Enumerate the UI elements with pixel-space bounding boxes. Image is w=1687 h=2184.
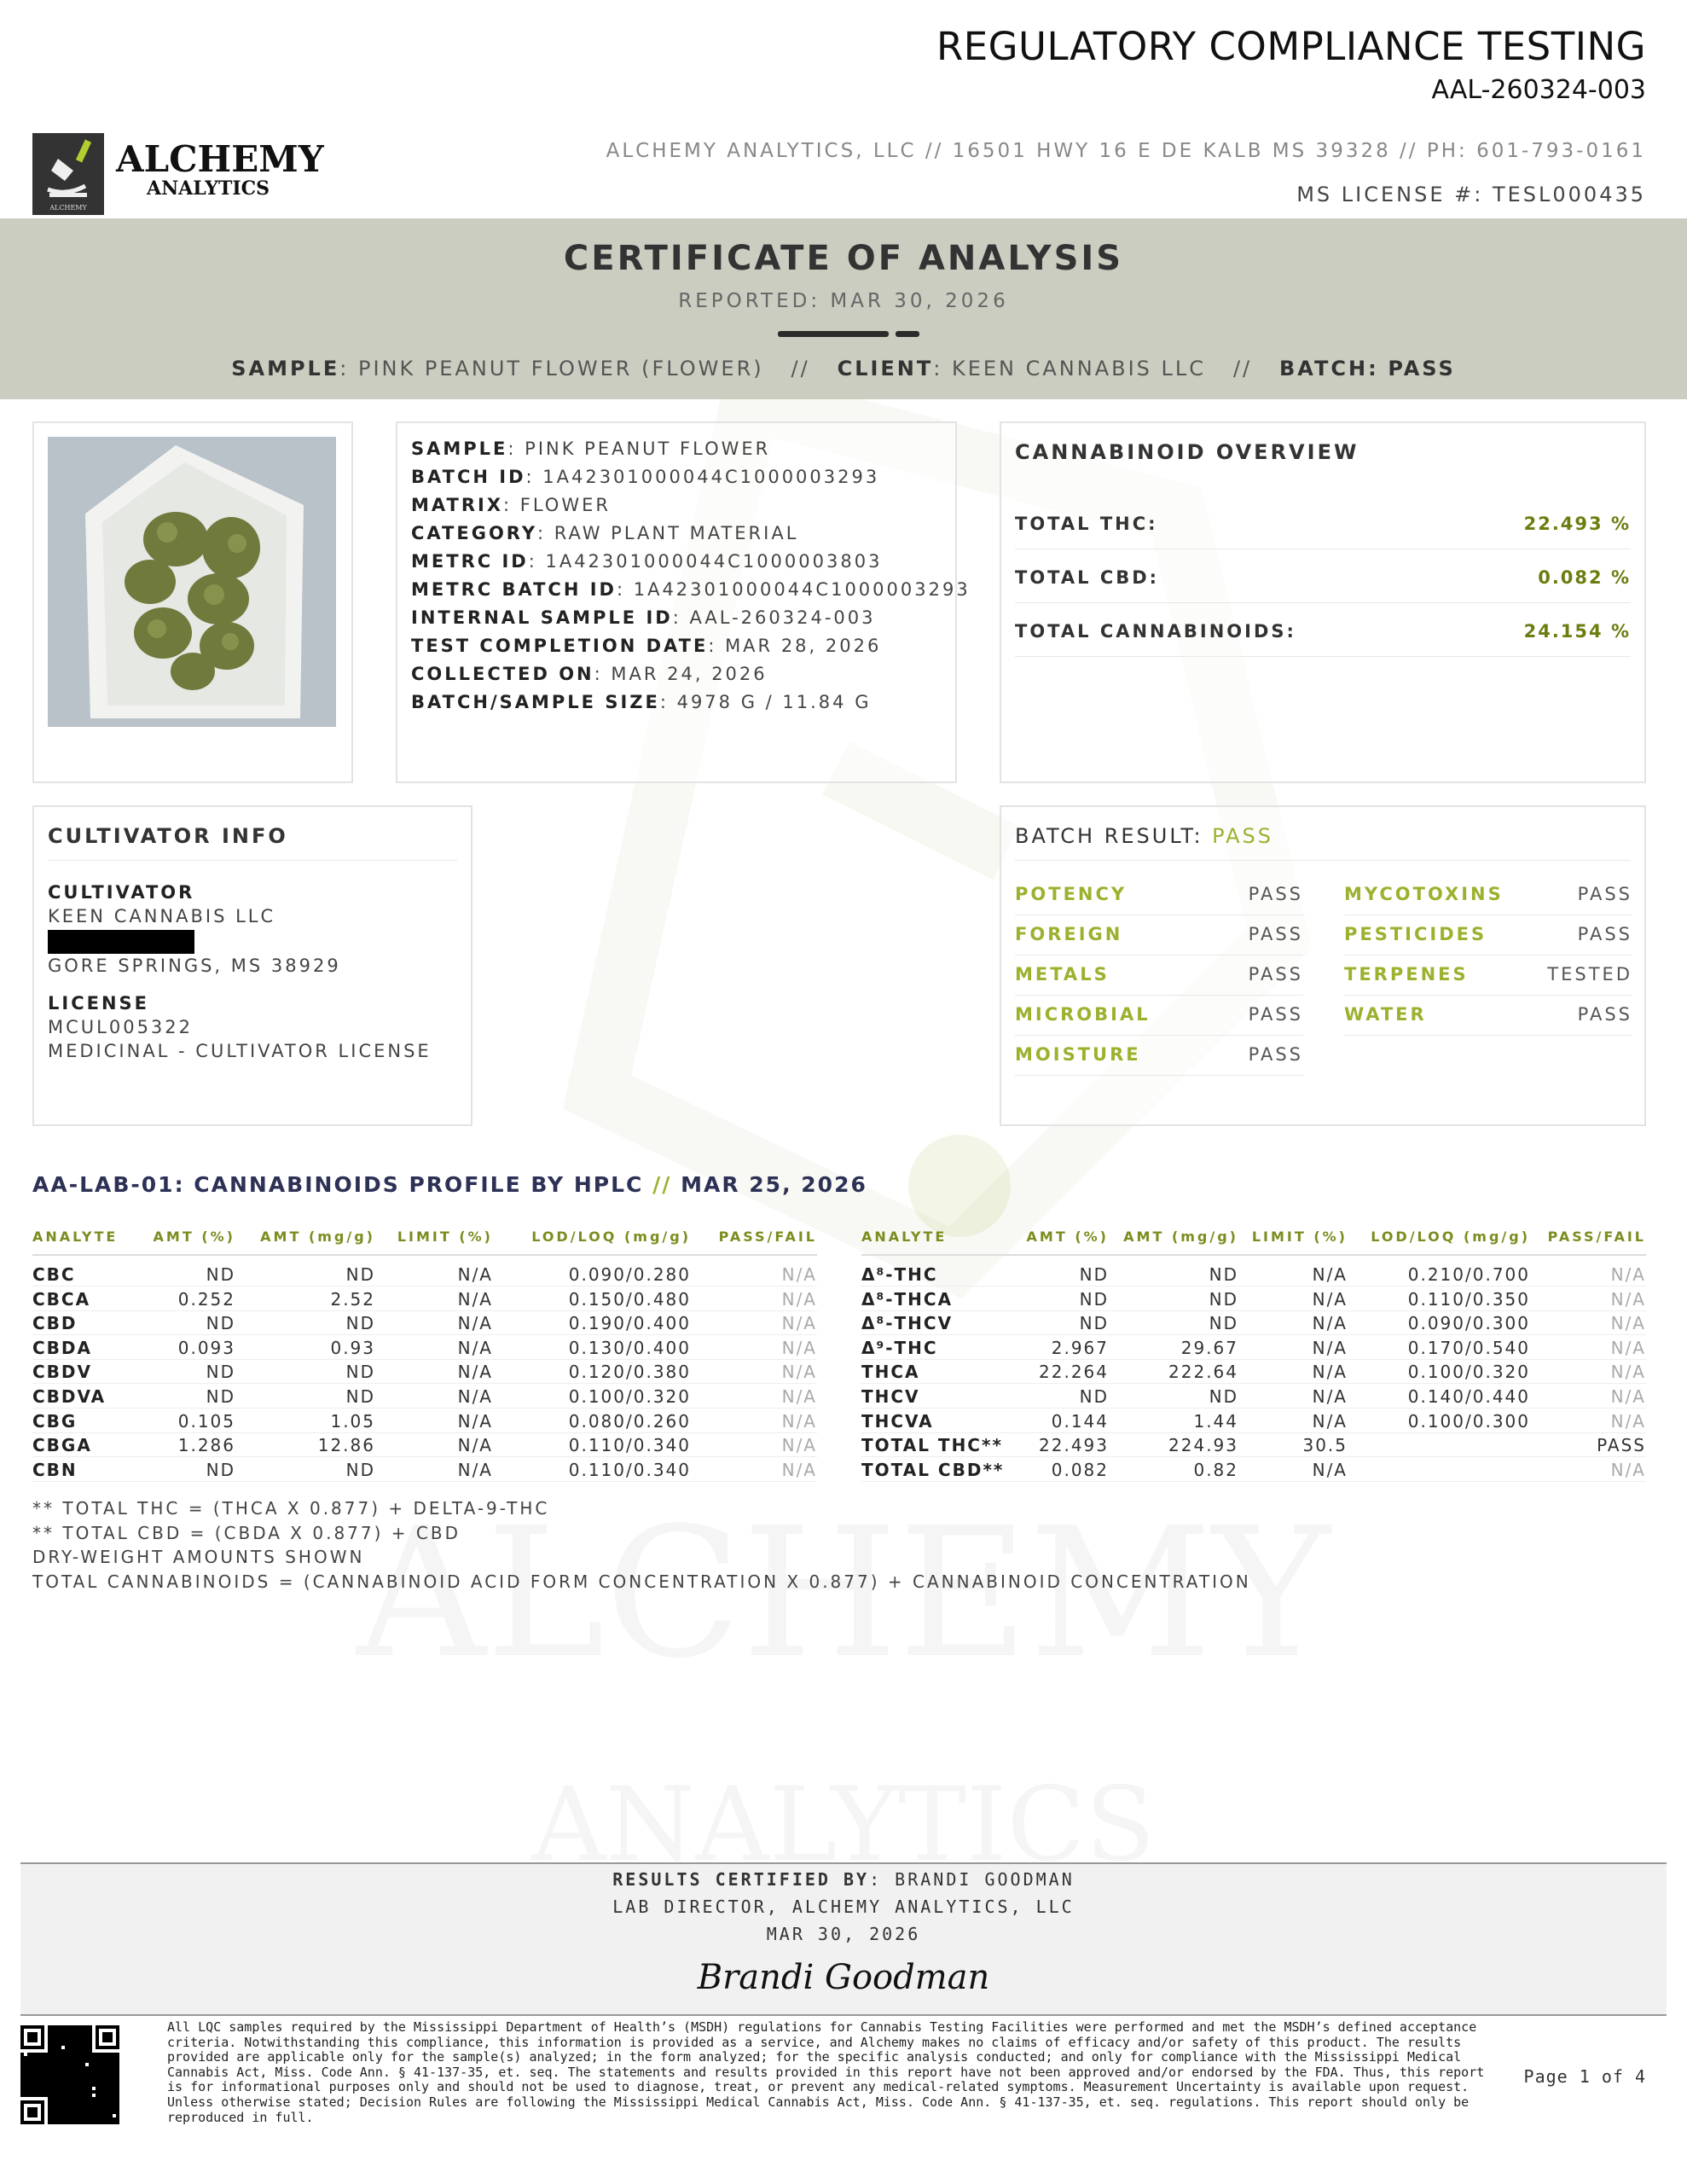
lod-loq: 0.090/0.280 [568, 1264, 691, 1285]
amount-mg-g: ND [1209, 1313, 1238, 1334]
test-name: MYCOTOXINS [1344, 884, 1504, 904]
sample-label: SAMPLE [231, 357, 340, 380]
pass-fail: N/A [1610, 1337, 1646, 1358]
sample-info-label: METRC ID [411, 551, 529, 572]
lod-loq: 0.080/0.260 [568, 1410, 691, 1432]
certification-block [20, 1862, 1667, 2014]
amount-mg-g: 12.86 [317, 1435, 375, 1456]
overview-value: 22.493 % [1523, 514, 1631, 534]
overview-label: TOTAL THC: [1015, 514, 1158, 534]
divider [861, 1254, 1646, 1256]
lod-loq: 0.150/0.480 [568, 1288, 691, 1310]
limit-percent: N/A [1312, 1410, 1348, 1432]
sample-info-value: : 1A42301000044C1000003803 [528, 551, 883, 572]
limit-percent: N/A [457, 1386, 493, 1407]
sample-info-value: : MAR 28, 2026 [708, 636, 882, 656]
amount-percent: 2.967 [1051, 1337, 1109, 1358]
sample-info-value: : AAL-260324-003 [672, 607, 876, 628]
table-header: AMT (%) [153, 1228, 235, 1245]
lod-loq: 0.100/0.320 [1407, 1362, 1530, 1383]
table-header: ANALYTE [32, 1228, 119, 1245]
overview-value: 24.154 % [1523, 621, 1631, 642]
license-label: LICENSE [48, 993, 149, 1014]
test-result: PASS [1577, 924, 1632, 944]
limit-percent: N/A [457, 1337, 493, 1358]
analyte-name: THCVA [861, 1410, 934, 1432]
limit-percent: N/A [457, 1435, 493, 1456]
footnote: ** TOTAL CBD = (CBDA X 0.877) + CBD [32, 1522, 461, 1543]
reported-date: REPORTED: MAR 30, 2026 [678, 290, 1009, 312]
footnote: TOTAL CANNABINOIDS = (CANNABINOID ACID FORM CONCENTRATION X 0.877) + CANNABINOID CONCENTRATION [32, 1571, 1251, 1592]
amount-percent: ND [206, 1362, 235, 1383]
table-row [32, 1458, 817, 1482]
sample-info-row [411, 692, 971, 720]
table-row [32, 1311, 817, 1335]
microscope-icon [32, 133, 104, 215]
footnote: DRY-WEIGHT AMOUNTS SHOWN [32, 1547, 365, 1567]
overview-label: TOTAL CANNABINOIDS: [1015, 621, 1296, 642]
potency-section-title [32, 1172, 867, 1197]
table-row [32, 1360, 817, 1384]
certified-by-label: RESULTS CERTIFIED BY [612, 1869, 870, 1890]
test-name: MICROBIAL [1015, 1004, 1151, 1025]
limit-percent: N/A [1312, 1313, 1348, 1334]
test-result: TESTED [1547, 964, 1632, 985]
sample-info-value: : PINK PEANUT FLOWER [507, 439, 771, 459]
amount-percent: ND [206, 1386, 235, 1407]
sample-info-label: TEST COMPLETION DATE [411, 636, 709, 656]
amount-percent: 22.264 [1039, 1362, 1109, 1383]
analyte-name: CBN [32, 1459, 78, 1480]
test-name: WATER [1344, 1004, 1427, 1025]
sample-info-label: INTERNAL SAMPLE ID [411, 607, 673, 628]
certificate-title: CERTIFICATE OF ANALYSIS [563, 239, 1124, 278]
lod-loq: 0.090/0.300 [1407, 1313, 1530, 1334]
sample-info-row [411, 664, 971, 692]
amount-mg-g: ND [345, 1313, 375, 1334]
amount-percent: 0.252 [177, 1288, 235, 1310]
lab-address: ALCHEMY ANALYTICS, LLC // 16501 HWY 16 E DE KALB MS 39328 // PH: 601-793-0161 [606, 140, 1646, 162]
analyte-name: CBDVA [32, 1386, 107, 1407]
pass-fail: N/A [781, 1264, 817, 1285]
sample-value: : PINK PEANUT FLOWER (FLOWER) [339, 357, 764, 380]
pass-fail: N/A [781, 1362, 817, 1383]
redacted-address [48, 930, 194, 954]
logo-badge [32, 133, 104, 215]
certified-by-name: : BRANDI GOODMAN [869, 1869, 1075, 1890]
test-name: PESTICIDES [1344, 924, 1487, 944]
analyte-name: TOTAL THC** [861, 1435, 1003, 1456]
sample-info-label: MATRIX [411, 495, 504, 515]
sample-info-row [411, 551, 971, 579]
analyte-name: CBC [32, 1264, 76, 1285]
lod-loq: 0.130/0.400 [568, 1337, 691, 1358]
sample-info-value: : FLOWER [503, 495, 611, 515]
lod-loq: 0.100/0.320 [568, 1386, 691, 1407]
client-label: CLIENT [837, 357, 934, 380]
separator: // [791, 357, 810, 380]
amount-percent: ND [206, 1313, 235, 1334]
amount-mg-g: 0.82 [1193, 1459, 1238, 1480]
batch-status: PASS [1388, 357, 1456, 380]
sample-info-label: CATEGORY [411, 523, 538, 543]
sample-photo-card [32, 421, 353, 783]
limit-percent: N/A [457, 1313, 493, 1334]
pass-fail: PASS [1597, 1435, 1646, 1456]
lod-loq: 0.210/0.700 [1407, 1264, 1530, 1285]
amount-mg-g: ND [345, 1264, 375, 1285]
analyte-name: THCV [861, 1386, 920, 1407]
divider-bar-short [896, 331, 919, 337]
sample-info-row [411, 523, 971, 551]
batch-test-result [1015, 996, 1303, 1036]
footnote: ** TOTAL THC = (THCA X 0.877) + DELTA-9-THC [32, 1498, 550, 1519]
pass-fail: N/A [781, 1313, 817, 1334]
certified-by [20, 1869, 1667, 1890]
sample-info-row [411, 579, 971, 607]
batch-test-result [1344, 996, 1632, 1036]
cultivator-name: KEEN CANNABIS LLC [48, 906, 276, 926]
batch-test-result [1015, 1036, 1303, 1076]
table-row [32, 1287, 817, 1311]
license-type: MEDICINAL - CULTIVATOR LICENSE [48, 1041, 432, 1061]
amount-mg-g: 222.64 [1168, 1362, 1238, 1383]
report-id: AAL-260324-003 [1431, 75, 1646, 105]
certifier-role: LAB DIRECTOR, ALCHEMY ANALYTICS, LLC [612, 1896, 1075, 1917]
test-result: PASS [1248, 1044, 1303, 1065]
amount-mg-g: 29.67 [1180, 1337, 1238, 1358]
table-row [32, 1336, 817, 1360]
sample-info-label: SAMPLE [411, 439, 508, 459]
amount-mg-g: 1.05 [330, 1410, 375, 1432]
pass-fail: N/A [781, 1288, 817, 1310]
amount-percent: ND [1079, 1313, 1109, 1334]
cultivator-title: CULTIVATOR INFO [48, 824, 288, 848]
amount-percent: 0.082 [1051, 1459, 1109, 1480]
limit-percent: N/A [1312, 1459, 1348, 1480]
sample-info-row [411, 495, 971, 523]
license-number: MCUL005322 [48, 1017, 194, 1037]
batch-test-result [1344, 956, 1632, 996]
table-header: LIMIT (%) [397, 1228, 493, 1245]
pass-fail: N/A [1610, 1288, 1646, 1310]
amount-mg-g: ND [1209, 1264, 1238, 1285]
sample-info-list [411, 439, 971, 720]
test-name: FOREIGN [1015, 924, 1123, 944]
divider [1015, 860, 1631, 861]
amount-mg-g: 0.93 [330, 1337, 375, 1358]
qr-code-icon[interactable] [20, 2025, 119, 2124]
lod-loq: 0.140/0.440 [1407, 1386, 1530, 1407]
divider-bar [778, 331, 889, 337]
sample-info-label: METRC BATCH ID [411, 579, 617, 600]
limit-percent: N/A [1312, 1362, 1348, 1383]
table-row [32, 1263, 817, 1287]
lod-loq: 0.100/0.300 [1407, 1410, 1530, 1432]
amount-percent: 0.105 [177, 1410, 235, 1432]
sample-info-card [396, 421, 971, 783]
sample-info-label: BATCH ID [411, 467, 526, 487]
overview-row [1015, 550, 1631, 603]
cannabinoid-overview-card [1000, 421, 1646, 783]
amount-percent: ND [206, 1459, 235, 1480]
pass-fail: N/A [781, 1386, 817, 1407]
limit-percent: N/A [1312, 1386, 1348, 1407]
amount-percent: 0.144 [1051, 1410, 1109, 1432]
lod-loq: 0.110/0.340 [568, 1435, 691, 1456]
lod-loq: 0.190/0.400 [568, 1313, 691, 1334]
limit-percent: 30.5 [1302, 1435, 1348, 1456]
amount-mg-g: 2.52 [330, 1288, 375, 1310]
table-header: LOD/LOQ (mg/g) [531, 1228, 691, 1245]
sample-info-label: COLLECTED ON [411, 664, 594, 684]
batch-result-value: PASS [1212, 824, 1273, 848]
analyte-name: CBG [32, 1410, 78, 1432]
batch-result-card [1000, 805, 1646, 1126]
amount-percent: ND [1079, 1264, 1109, 1285]
test-name: METALS [1015, 964, 1110, 985]
analyte-name: CBD [32, 1313, 78, 1334]
amount-mg-g: ND [345, 1362, 375, 1383]
logo-name: ALCHEMY [116, 138, 324, 180]
pass-fail: N/A [1610, 1264, 1646, 1285]
table-header: LIMIT (%) [1251, 1228, 1348, 1245]
pass-fail: N/A [781, 1410, 817, 1432]
signature: Brandi Goodman [697, 1958, 990, 1997]
test-name: TERPENES [1344, 964, 1469, 985]
sample-info-value: : RAW PLANT MATERIAL [537, 523, 799, 543]
title-separator: // [652, 1172, 672, 1197]
analyte-name: THCA [861, 1362, 920, 1383]
table-header: AMT (mg/g) [1123, 1228, 1238, 1245]
overview-row [1015, 497, 1631, 549]
test-name: MOISTURE [1015, 1044, 1141, 1065]
cultivator-label: CULTIVATOR [48, 882, 195, 903]
overview-row [1015, 604, 1631, 657]
company-logo [32, 133, 322, 215]
batch-test-result [1344, 875, 1632, 915]
test-result: PASS [1248, 1004, 1303, 1025]
divider [32, 1254, 817, 1256]
overview-title: CANNABINOID OVERVIEW [1015, 440, 1359, 464]
batch-label: BATCH [1279, 357, 1369, 380]
sample-info-row [411, 607, 971, 636]
table-header: AMT (mg/g) [260, 1228, 375, 1245]
limit-percent: N/A [457, 1264, 493, 1285]
divider [48, 860, 457, 861]
amount-percent: 1.286 [177, 1435, 235, 1456]
pass-fail: N/A [1610, 1313, 1646, 1334]
page-number: Page 1 of 4 [1523, 2066, 1646, 2087]
batch-result-heading [1015, 824, 1273, 848]
batch-colon: : [1368, 357, 1379, 380]
overview-value: 0.082 % [1538, 567, 1631, 588]
test-result: PASS [1577, 884, 1632, 904]
table-header: LOD/LOQ (mg/g) [1371, 1228, 1530, 1245]
sample-info-row [411, 467, 971, 495]
analyte-name: CBDV [32, 1362, 93, 1383]
analyte-name: CBGA [32, 1435, 92, 1456]
batch-test-result [1015, 915, 1303, 956]
lod-loq: 0.110/0.350 [1407, 1288, 1530, 1310]
limit-percent: N/A [457, 1459, 493, 1480]
pass-fail: N/A [781, 1337, 817, 1358]
analyte-name: Δ⁸-THCV [861, 1313, 954, 1334]
test-result: PASS [1248, 924, 1303, 944]
logo-subtitle: ANALYTICS [147, 177, 270, 200]
limit-percent: N/A [457, 1410, 493, 1432]
table-header: PASS/FAIL [1547, 1228, 1646, 1245]
overview-label: TOTAL CBD: [1015, 567, 1160, 588]
amount-mg-g: ND [345, 1459, 375, 1480]
limit-percent: N/A [1312, 1264, 1348, 1285]
sample-info-row [411, 636, 971, 664]
table-header: AMT (%) [1026, 1228, 1109, 1245]
separator: // [1232, 357, 1253, 380]
sample-info-value: : 1A42301000044C1000003293 [616, 579, 971, 600]
amount-percent: 0.093 [177, 1337, 235, 1358]
lod-loq: 0.170/0.540 [1407, 1337, 1530, 1358]
amount-percent: 22.493 [1039, 1435, 1109, 1456]
amount-mg-g: 1.44 [1193, 1410, 1238, 1432]
batch-result-title: BATCH RESULT: [1015, 824, 1203, 848]
analyte-name: CBCA [32, 1288, 91, 1310]
lod-loq: 0.120/0.380 [568, 1362, 691, 1383]
sample-info-label: BATCH/SAMPLE SIZE [411, 692, 660, 712]
table-header: PASS/FAIL [718, 1228, 817, 1245]
lod-loq: 0.110/0.340 [568, 1459, 691, 1480]
title-banner [0, 218, 1687, 399]
pass-fail: N/A [1610, 1410, 1646, 1432]
table-row [32, 1385, 817, 1409]
test-result: PASS [1248, 964, 1303, 985]
amount-percent: ND [206, 1264, 235, 1285]
client-value: : KEEN CANNABIS LLC [933, 357, 1207, 380]
analyte-name: TOTAL CBD** [861, 1459, 1005, 1480]
pass-fail: N/A [781, 1435, 817, 1456]
pass-fail: N/A [781, 1459, 817, 1480]
pass-fail: N/A [1610, 1386, 1646, 1407]
lab-license: MS LICENSE #: TESL000435 [1296, 183, 1646, 206]
cultivator-info-card [32, 805, 472, 1126]
test-name: POTENCY [1015, 884, 1128, 904]
sample-info-value: : 4978 G / 11.84 G [659, 692, 872, 712]
amount-percent: ND [1079, 1386, 1109, 1407]
sample-info-value: : MAR 24, 2026 [594, 664, 768, 684]
report-title: REGULATORY COMPLIANCE TESTING [936, 24, 1646, 69]
watermark-text-1 [355, 1489, 1332, 1698]
certification-date: MAR 30, 2026 [766, 1924, 921, 1944]
amount-mg-g: ND [345, 1386, 375, 1407]
limit-percent: N/A [457, 1288, 493, 1310]
analyte-name: CBDA [32, 1337, 93, 1358]
table-header: ANALYTE [861, 1228, 948, 1245]
batch-test-result [1015, 875, 1303, 915]
amount-mg-g: ND [1209, 1386, 1238, 1407]
amount-percent: ND [1079, 1288, 1109, 1310]
summary-line [0, 357, 1687, 380]
sample-info-value: : 1A42301000044C1000003293 [525, 467, 880, 487]
test-result: PASS [1248, 884, 1303, 904]
table-row [32, 1433, 817, 1457]
analyte-name: Δ⁹-THC [861, 1337, 938, 1358]
legal-disclaimer: All LQC samples required by the Mississippi Department of Health’s (MSDH) regulations for Cannabis Testing Facilities were performed and met the MSDH’s defined acceptance criteria. Notwithstanding this compliance, this information is provided as a service, and Alchemy makes no claims of efficacy and/or safety of this product. The results provided are applicable only for the sample(s) analyzed; in the form analyzed; for the specific analysis conducted; and only for compliance with the Mississippi Medical Cannabis Act, Miss. Code Ann. § 41-137-35, et. seq. The statements and results provided in this report have not been approved and/or endorsed by the FDA. Thus, this report is for informational purposes only and should not be used to diagnose, treat, or prevent any medical-related symptoms. Measurement Uncertainty is available upon request. Unless otherwise stated; Decision Rules are following the Mississippi Medical Cannabis Act, Miss. Code Ann. § 41-137-35, et. seq. regulations. This report should only be reproduced in full. [167, 2019, 1485, 2125]
batch-test-result [1015, 956, 1303, 996]
sample-info-row [411, 439, 971, 467]
analyte-name: Δ⁸-THCA [861, 1288, 954, 1310]
svg-text:ALCHEMY: ALCHEMY [49, 204, 87, 212]
amount-mg-g: ND [1209, 1288, 1238, 1310]
limit-percent: N/A [1312, 1288, 1348, 1310]
batch-test-result [1344, 915, 1632, 956]
cultivator-city: GORE SPRINGS, MS 38929 [48, 956, 341, 976]
analyte-name: Δ⁸-THC [861, 1264, 938, 1285]
pass-fail: N/A [1610, 1362, 1646, 1383]
limit-percent: N/A [457, 1362, 493, 1383]
pass-fail: N/A [1610, 1459, 1646, 1480]
amount-mg-g: 224.93 [1168, 1435, 1238, 1456]
potency-date: MAR 25, 2026 [681, 1172, 867, 1197]
potency-title: AA-LAB-01: CANNABINOIDS PROFILE BY HPLC [32, 1172, 644, 1197]
table-row [32, 1409, 817, 1433]
sample-photo [48, 437, 336, 727]
divider [20, 2014, 1667, 2016]
test-result: PASS [1577, 1004, 1632, 1025]
limit-percent: N/A [1312, 1337, 1348, 1358]
